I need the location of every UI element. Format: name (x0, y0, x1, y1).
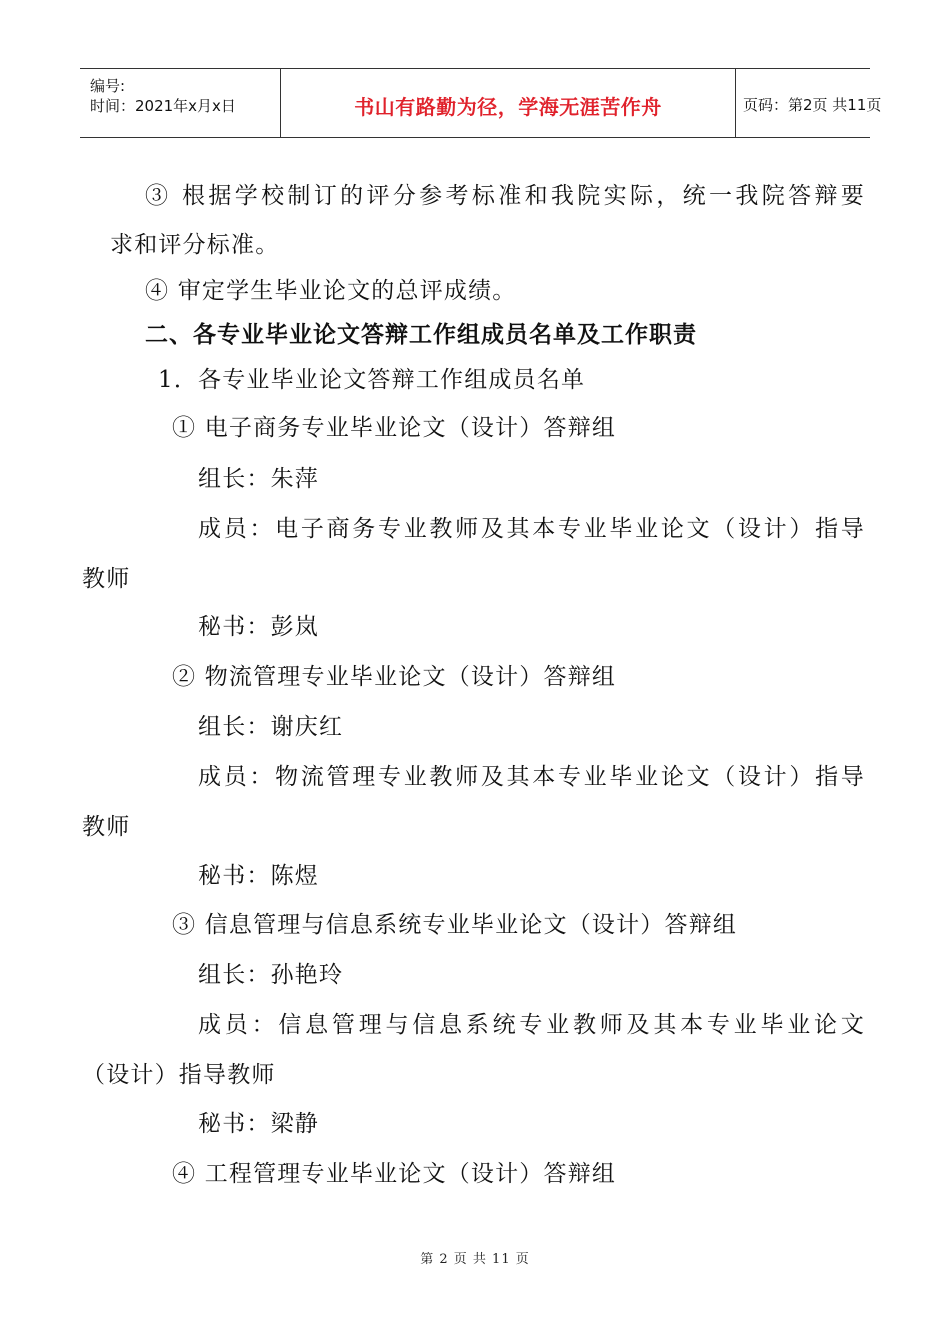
header-motto: 书山有路勤为径，学海无涯苦作舟 (354, 95, 662, 119)
header-left-cell (80, 69, 280, 137)
group-members: 成员：电子商务专业教师及其本专业毕业论文（设计）指导 (198, 516, 865, 542)
document-number-label: 编号: (90, 77, 126, 95)
group-secretary: 秘书：梁静 (198, 1111, 319, 1137)
group-leader: 组长：谢庆红 (198, 714, 344, 740)
subsection-heading: 1．各专业毕业论文答辩工作组成员名单 (158, 367, 586, 393)
group-members-continued: （设计）指导教师 (82, 1062, 276, 1088)
group-members-continued: 教师 (82, 566, 131, 592)
group-secretary: 秘书：陈煜 (198, 863, 319, 889)
document-header (80, 68, 882, 138)
group-title: ② 物流管理专业毕业论文（设计）答辩组 (172, 664, 617, 690)
group-members: 成员：物流管理专业教师及其本专业毕业论文（设计）指导 (198, 764, 865, 790)
group-leader: 组长：孙艳玲 (198, 962, 344, 988)
header-center-cell (280, 69, 736, 137)
header-right-cell (735, 69, 882, 137)
section-heading: 二、各专业毕业论文答辩工作组成员名单及工作职责 (145, 322, 697, 348)
paragraph-line: 求和评分标准。 (110, 232, 280, 258)
paragraph-line: ④ 审定学生毕业论文的总评成绩。 (145, 278, 517, 304)
page-footer: 第 2 页 共 11 页 (420, 1252, 530, 1267)
document-time-label: 时间：2021年x月x日 (90, 97, 236, 115)
paragraph-line: ③ 根据学校制订的评分参考标准和我院实际，统一我院答辩要 (145, 183, 865, 209)
group-members-continued: 教师 (82, 814, 131, 840)
group-members: 成员：信息管理与信息系统专业教师及其本专业毕业论文 (198, 1012, 865, 1038)
group-leader: 组长：朱萍 (198, 466, 319, 492)
group-title: ④ 工程管理专业毕业论文（设计）答辩组 (172, 1161, 617, 1187)
group-secretary: 秘书：彭岚 (198, 614, 319, 640)
header-page-label: 页码：第2页 共11页 (743, 96, 882, 114)
group-title: ① 电子商务专业毕业论文（设计）答辩组 (172, 415, 617, 441)
group-title: ③ 信息管理与信息系统专业毕业论文（设计）答辩组 (172, 912, 738, 938)
